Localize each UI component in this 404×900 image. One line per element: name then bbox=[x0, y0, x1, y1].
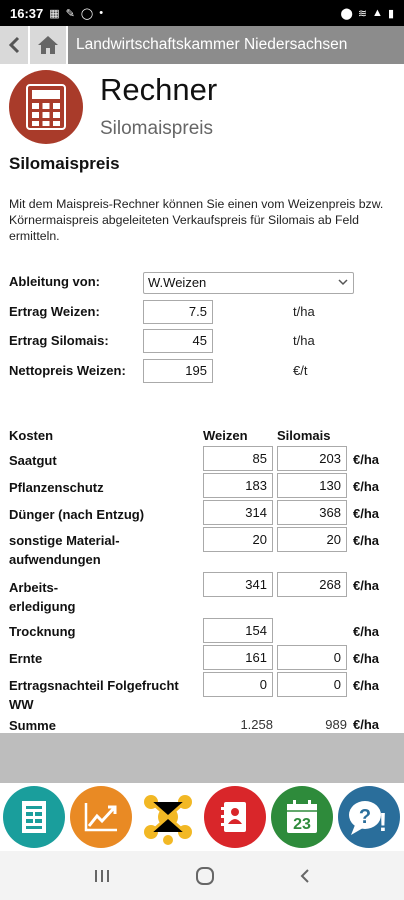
network-icon bbox=[139, 788, 197, 846]
duenger-weizen-input[interactable]: 314 bbox=[203, 500, 273, 525]
ertrag-silomais-label: Ertrag Silomais: bbox=[9, 333, 109, 348]
home-button[interactable] bbox=[30, 26, 68, 64]
calendar-icon bbox=[285, 799, 319, 835]
trocknung-weizen-input[interactable]: 154 bbox=[203, 618, 273, 643]
ertrag-weizen-label: Ertrag Weizen: bbox=[9, 304, 100, 319]
unit-label: €/ha bbox=[353, 678, 380, 693]
main-content bbox=[0, 64, 404, 754]
ertrag-weizen-input[interactable]: 7.5 bbox=[143, 300, 213, 324]
row-label-material-line1: sonstige Material- bbox=[9, 533, 120, 548]
document-icon bbox=[19, 799, 49, 835]
sum-label: Summe bbox=[9, 718, 56, 733]
row-label-arbeit-line1: Arbeits- bbox=[9, 580, 59, 595]
ertragsnachteil-weizen-input[interactable]: 0 bbox=[203, 672, 273, 697]
pflanzenschutz-weizen-input[interactable]: 183 bbox=[203, 473, 273, 498]
ableitung-label: Ableitung von: bbox=[9, 274, 100, 289]
unit-label: €/ha bbox=[353, 452, 380, 467]
tab-help[interactable] bbox=[338, 786, 400, 848]
row-label-material-line2: aufwendungen bbox=[9, 552, 101, 567]
calendar-day-label: 23 bbox=[293, 816, 311, 833]
row-label-ertragsnachteil-line1: Ertragsnachteil Folgefrucht bbox=[9, 678, 179, 693]
tab-contacts[interactable] bbox=[204, 786, 266, 848]
nettopreis-label: Nettopreis Weizen: bbox=[9, 363, 126, 378]
tools-icon: ✎ bbox=[65, 7, 75, 20]
unit-label: €/ha bbox=[353, 717, 380, 732]
duenger-silomais-input[interactable]: 368 bbox=[277, 500, 347, 525]
back-button[interactable] bbox=[0, 26, 30, 64]
saatgut-weizen-input[interactable]: 85 bbox=[203, 446, 273, 471]
chevron-left-icon bbox=[7, 36, 21, 54]
ertragsnachteil-silomais-input[interactable]: 0 bbox=[277, 672, 347, 697]
help-icon bbox=[345, 793, 393, 841]
status-bar bbox=[0, 0, 404, 26]
pflanzenschutz-silomais-input[interactable]: 130 bbox=[277, 473, 347, 498]
app-subtitle: Silomaispreis bbox=[100, 118, 213, 139]
wifi-icon: ≋ bbox=[357, 7, 368, 20]
unit-label: €/ha bbox=[353, 479, 380, 494]
section-heading: Silomaispreis bbox=[9, 154, 120, 173]
nettopreis-input[interactable]: 195 bbox=[143, 359, 213, 383]
unit-label: €/ha bbox=[353, 578, 380, 593]
sum-weizen-value: 1.258 bbox=[240, 717, 273, 732]
notification-icons bbox=[49, 7, 103, 20]
app-title: Rechner bbox=[100, 72, 218, 107]
row-label-trocknung: Trocknung bbox=[9, 624, 76, 639]
system-navigation-bar bbox=[0, 851, 404, 900]
signal-icon: ▲ bbox=[372, 7, 383, 19]
material-silomais-input[interactable]: 20 bbox=[277, 527, 347, 552]
ernte-silomais-input[interactable]: 0 bbox=[277, 645, 347, 670]
battery-icon: ▮ bbox=[387, 7, 394, 20]
unit-label: €/ha bbox=[353, 506, 380, 521]
sync-icon: ◯ bbox=[80, 7, 94, 20]
section-description: Mit dem Maispreis-Rechner können Sie einen vom Weizenpreis bzw. Körnermaispreis abgeleiteten Verkaufspreis für Silomais ab Feld ermitteln. bbox=[9, 197, 384, 243]
ableitung-select[interactable] bbox=[143, 272, 354, 294]
row-label-ertragsnachteil-line2: WW bbox=[9, 697, 34, 712]
ertrag-weizen-unit: t/ha bbox=[293, 304, 315, 319]
row-label-pflanzenschutz: Pflanzenschutz bbox=[9, 480, 104, 495]
location-icon: ⬤ bbox=[340, 7, 353, 20]
unit-label: €/ha bbox=[353, 533, 380, 548]
tab-network[interactable] bbox=[137, 786, 199, 848]
navbar-title: Landwirtschaftskammer Niedersachsen bbox=[76, 36, 348, 53]
chevron-down-icon bbox=[337, 276, 349, 288]
contacts-icon bbox=[220, 800, 250, 834]
arbeit-silomais-input[interactable]: 268 bbox=[277, 572, 347, 597]
status-time: 16:37 bbox=[10, 5, 44, 21]
bottom-tab-bar bbox=[0, 783, 404, 851]
calculator-icon bbox=[26, 84, 66, 130]
tab-calendar[interactable] bbox=[271, 786, 333, 848]
arbeit-weizen-input[interactable]: 341 bbox=[203, 572, 273, 597]
system-icons bbox=[341, 7, 394, 20]
ernte-weizen-input[interactable]: 161 bbox=[203, 645, 273, 670]
svg-text:?: ? bbox=[358, 806, 372, 828]
sim-icon: ▦ bbox=[49, 7, 60, 20]
footer-gray-bar bbox=[0, 733, 404, 783]
material-weizen-input[interactable]: 20 bbox=[203, 527, 273, 552]
svg-text:!: ! bbox=[378, 807, 388, 837]
row-label-duenger: Dünger (nach Entzug) bbox=[9, 507, 145, 522]
row-label-arbeit-line2: erledigung bbox=[9, 599, 76, 614]
recent-apps-icon[interactable] bbox=[92, 868, 112, 884]
unit-label: €/ha bbox=[353, 624, 380, 639]
ertrag-silomais-input[interactable]: 45 bbox=[143, 329, 213, 353]
ableitung-value: W.Weizen bbox=[148, 275, 207, 290]
ertrag-silomais-unit: t/ha bbox=[293, 333, 315, 348]
row-label-ernte: Ernte bbox=[9, 651, 43, 666]
tab-market[interactable] bbox=[70, 786, 132, 848]
sum-silomais-value: 989 bbox=[325, 717, 347, 732]
tab-documents[interactable] bbox=[3, 786, 65, 848]
back-chevron-icon[interactable] bbox=[298, 867, 312, 885]
calculator-logo bbox=[9, 70, 83, 144]
unit-label: €/ha bbox=[353, 651, 380, 666]
home-circle-icon[interactable] bbox=[195, 866, 215, 886]
col-header-silomais: Silomais bbox=[277, 428, 331, 443]
app-navbar bbox=[0, 26, 404, 64]
col-header-kosten: Kosten bbox=[9, 428, 54, 443]
dot-icon: • bbox=[99, 7, 104, 19]
col-header-weizen: Weizen bbox=[203, 428, 248, 443]
saatgut-silomais-input[interactable]: 203 bbox=[277, 446, 347, 471]
row-label-saatgut: Saatgut bbox=[9, 453, 57, 468]
nettopreis-unit: €/t bbox=[293, 363, 308, 378]
chart-icon bbox=[83, 801, 119, 833]
home-icon bbox=[37, 35, 59, 55]
